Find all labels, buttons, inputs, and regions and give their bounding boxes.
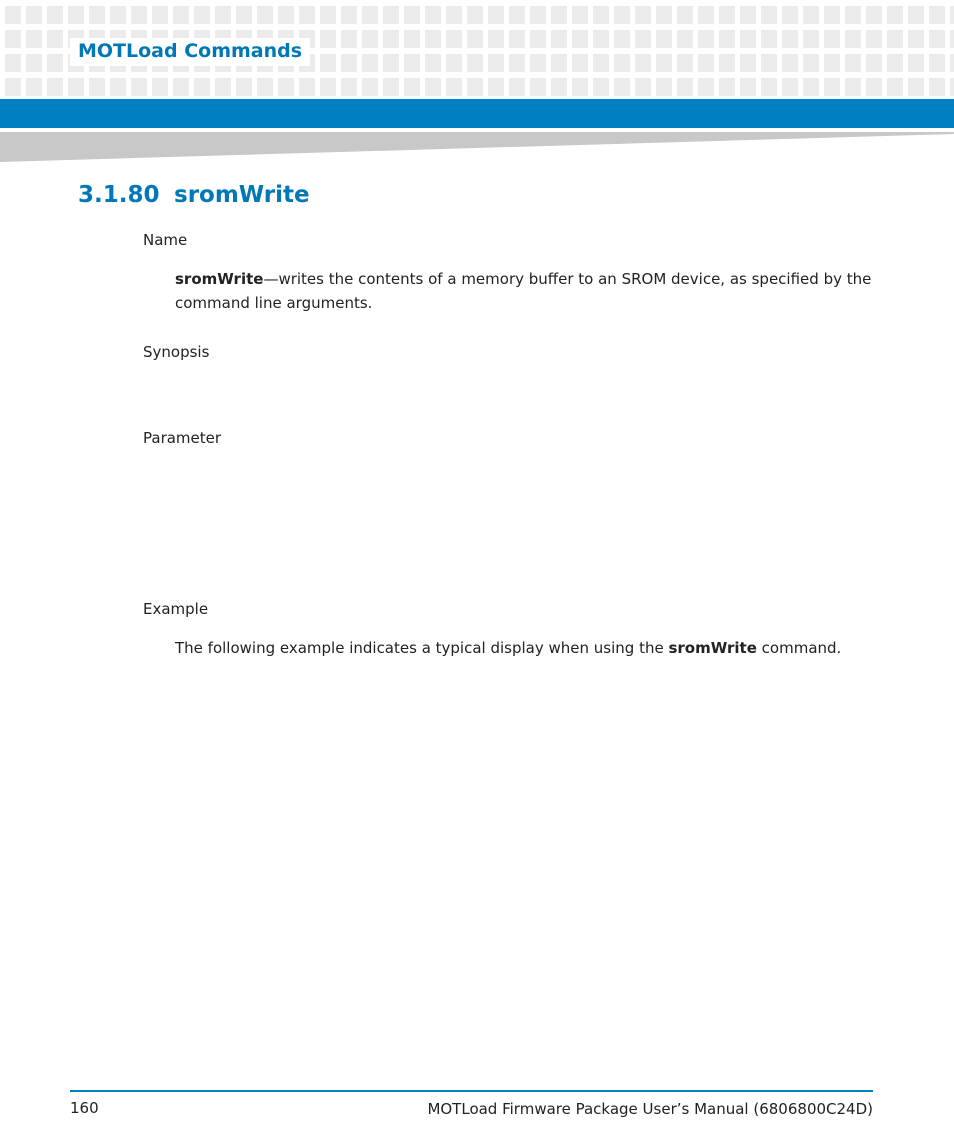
name-description xyxy=(175,267,875,315)
example-label: Example xyxy=(143,600,209,618)
header-blue-bar xyxy=(0,99,954,128)
synopsis-label: Synopsis xyxy=(143,343,210,361)
example-command: sromWrite xyxy=(668,639,757,657)
footer-manual-title: MOTLoad Firmware Package User’s Manual (6806800C24D) xyxy=(427,1100,873,1118)
section-title: sromWrite xyxy=(174,182,310,208)
name-description-line1: —writes the contents of a memory buffer to an SROM device, as specified by the xyxy=(263,270,872,288)
name-description-line2: command line arguments. xyxy=(175,294,373,312)
section-heading xyxy=(78,182,310,208)
section-number: 3.1.80 xyxy=(78,182,160,208)
footer-rule xyxy=(70,1090,873,1092)
name-command: sromWrite xyxy=(175,270,264,288)
header-gray-wedge xyxy=(0,132,954,164)
name-label: Name xyxy=(143,231,188,249)
running-header-title: MOTLoad Commands xyxy=(70,38,310,66)
example-text-before: The following example indicates a typical display when using the xyxy=(175,639,669,657)
footer-page-number: 160 xyxy=(70,1099,99,1117)
parameter-label: Parameter xyxy=(143,429,222,447)
example-text-after: command. xyxy=(756,639,842,657)
example-description xyxy=(175,636,875,660)
